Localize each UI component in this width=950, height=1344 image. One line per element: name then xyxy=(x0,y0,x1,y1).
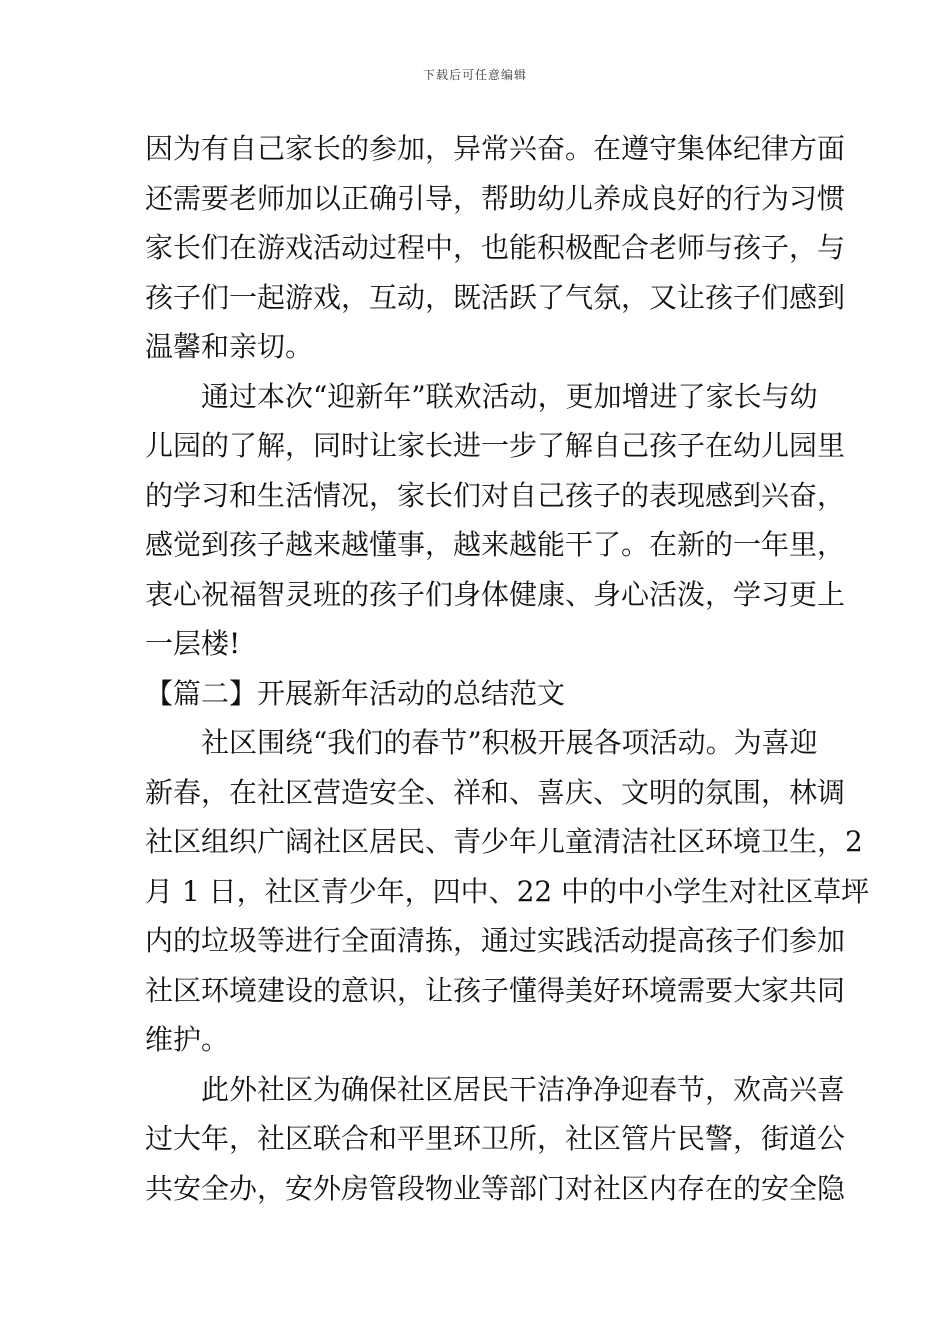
section-heading: 【篇二】开展新年活动的总结范文 xyxy=(145,676,566,710)
text-line: 社区组织广阔社区居民、青少年儿童清洁社区环境卫生，2 xyxy=(145,825,863,858)
text-line: 温馨和亲切。 xyxy=(145,330,314,363)
page-header-note: 下载后可任意编辑 xyxy=(422,68,527,82)
document-body xyxy=(145,124,870,1213)
paragraph-start-line: 社区围绕“我们的春节”积极开展各项活动。为喜迎 xyxy=(201,726,818,759)
text-line: 家长们在游戏活动过程中，也能积极配合老师与孩子，与 xyxy=(145,231,846,264)
text-line: 共安全办，安外房管段物业等部门对社区内存在的安全隐 xyxy=(145,1171,846,1205)
text-line: 儿园的了解，同时让家长进一步了解自己孩子在幼儿园里 xyxy=(145,429,846,462)
text-line: 内的垃圾等进行全面清拣，通过实践活动提高孩子们参加 xyxy=(145,924,846,957)
text-line: 还需要老师加以正确引导，帮助幼儿养成良好的行为习惯 xyxy=(145,181,846,215)
text-line: 因为有自己家长的参加，异常兴奋。在遵守集体纪律方面 xyxy=(145,132,846,165)
text-line: 的学习和生活情况，家长们对自己孩子的表现感到兴奋， xyxy=(145,478,846,512)
paragraph-start-line: 通过本次“迎新年”联欢活动，更加增进了家长与幼 xyxy=(201,379,818,413)
paragraph-start-line: 此外社区为确保社区居民干洁净净迎春节，欢高兴喜 xyxy=(201,1072,846,1106)
text-line: 社区环境建设的意识，让孩子懂得美好环境需要大家共同 xyxy=(145,973,846,1007)
text-line: 月 1 日，社区青少年，四中、22 中的中小学生对社区草坪 xyxy=(145,874,870,908)
text-line: 新春，在社区营造安全、祥和、喜庆、文明的氛围，林调 xyxy=(145,775,846,809)
text-line: 过大年，社区联合和平里环卫所，社区管片民警，街道公 xyxy=(145,1122,846,1155)
text-line: 维护。 xyxy=(145,1023,230,1056)
text-line: 衷心祝福智灵班的孩子们身体健康、身心活泼，学习更上 xyxy=(145,577,846,611)
text-line: 孩子们一起游戏，互动，既活跃了气氛，又让孩子们感到 xyxy=(145,280,846,314)
text-line: 感觉到孩子越来越懂事，越来越能干了。在新的一年里， xyxy=(145,528,846,561)
text-line: 一层楼! xyxy=(145,627,241,660)
